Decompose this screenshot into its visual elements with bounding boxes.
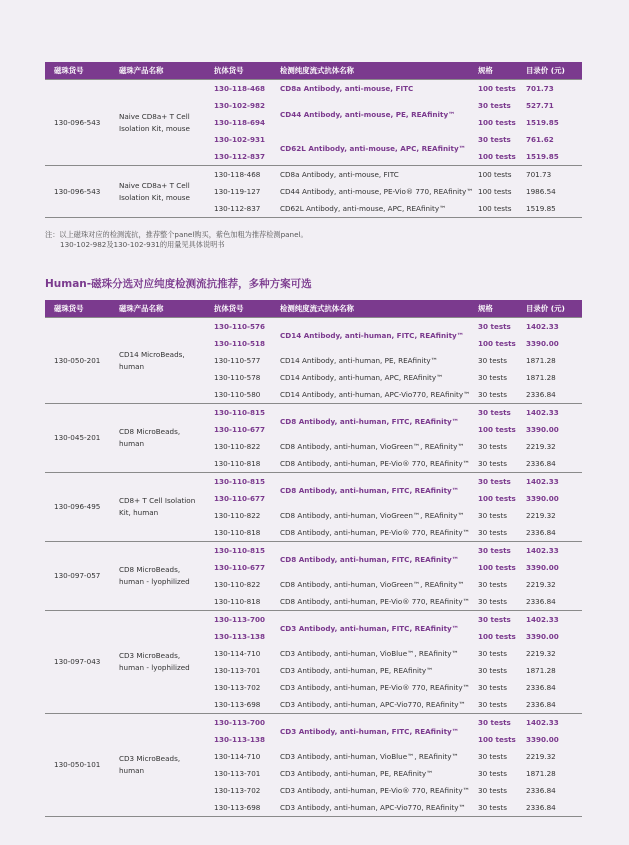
ab-name: CD8 Antibody, anti-human, VioGreen™, REAfinity™ <box>280 442 465 451</box>
price: 2219.32 <box>526 580 556 589</box>
ab-no: 130-113-698 <box>205 696 271 714</box>
header-price: 目录价 (元) <box>517 300 582 318</box>
bead-no: 130-045-201 <box>45 404 110 473</box>
ab-name: CD3 Antibody, anti-human, PE, REAfinity™ <box>280 769 434 778</box>
ab-name: CD3 Antibody, anti-human, PE-Vio® 770, REAfinity™ <box>280 683 470 692</box>
ab-no: 130-113-702 <box>214 683 261 692</box>
price: 1986.54 <box>526 187 556 196</box>
spec: 30 tests <box>478 101 511 110</box>
price: 1871.28 <box>526 666 556 675</box>
ab-no: 130-110-577 <box>214 356 261 365</box>
ab-name: CD3 Antibody, anti-human, VioBlue™, REAfinity™ <box>280 752 459 761</box>
bead-no: 130-050-201 <box>45 318 110 404</box>
price: 2336.84 <box>517 799 582 817</box>
ab-name: CD8 Antibody, anti-human, VioGreen™, REAfinity™ <box>280 580 465 589</box>
bead-name: CD3 MicroBeads, human <box>110 714 205 817</box>
spec: 30 tests <box>469 542 517 560</box>
footnote-line-1: 注：以上磁珠对应的检测流抗，推荐整个panel购买，紫色加粗为推荐检测panel。 <box>45 230 308 239</box>
header-ab-name: 检测纯度流式抗体名称 <box>271 62 469 80</box>
bead-no: 130-097-043 <box>45 611 110 714</box>
header-bead-name: 磁珠产品名称 <box>110 62 205 80</box>
spec: 30 tests <box>469 714 517 732</box>
spec: 100 tests <box>478 735 516 744</box>
human-table-header <box>45 300 582 318</box>
price: 1871.28 <box>526 769 556 778</box>
table-row <box>45 611 582 629</box>
price: 2219.32 <box>526 442 556 451</box>
ab-no: 130-113-700 <box>205 611 271 629</box>
ab-name: CD14 Antibody, anti-human, FITC, REAfinity™ <box>271 318 469 353</box>
price: 3390.00 <box>526 339 559 348</box>
spec: 30 tests <box>478 511 507 520</box>
bead-name: CD8+ T Cell Isolation Kit, human <box>110 473 205 542</box>
spec: 100 tests <box>478 563 516 572</box>
header-ab-name: 检测纯度流式抗体名称 <box>271 300 469 318</box>
spec: 100 tests <box>478 339 516 348</box>
bead-name: CD8 MicroBeads, human - lyophilized <box>110 542 205 611</box>
spec: 30 tests <box>478 135 511 144</box>
spec: 30 tests <box>478 683 507 692</box>
spec: 100 tests <box>478 494 516 503</box>
price: 701.73 <box>517 80 582 98</box>
footnote <box>45 230 308 250</box>
spec: 30 tests <box>478 442 507 451</box>
ab-name: CD8a Antibody, anti-mouse, FITC <box>271 80 469 98</box>
ab-no: 130-110-677 <box>214 425 265 434</box>
price: 3390.00 <box>526 425 559 434</box>
spec: 100 tests <box>478 187 512 196</box>
price: 2336.84 <box>517 524 582 542</box>
footnote-line-2: 130-102-982及130-102-931的用量见具体说明书 <box>60 240 225 249</box>
ab-no: 130-110-818 <box>205 455 271 473</box>
ab-no: 130-110-822 <box>214 580 261 589</box>
ab-no: 130-113-701 <box>214 769 261 778</box>
ab-name: CD14 Antibody, anti-human, PE, REAfinity™ <box>280 356 438 365</box>
ab-name: CD8 Antibody, anti-human, VioGreen™, REAfinity™ <box>280 511 465 520</box>
ab-name: CD8 Antibody, anti-human, PE-Vio® 770, REAfinity™ <box>271 524 469 542</box>
table-row <box>45 166 582 184</box>
spec: 100 tests <box>478 118 516 127</box>
ab-name: CD3 Antibody, anti-human, FITC, REAfinity™ <box>271 714 469 749</box>
bead-no: 130-096-543 <box>45 80 110 166</box>
ab-no: 130-113-138 <box>214 632 265 641</box>
ab-no: 130-110-818 <box>205 593 271 611</box>
ab-no: 130-110-677 <box>214 563 265 572</box>
price: 2336.84 <box>526 786 556 795</box>
section-title: Human-磁珠分选对应纯度检测流抗推荐，多种方案可选 <box>45 278 312 290</box>
price: 2336.84 <box>517 696 582 714</box>
spec: 30 tests <box>469 318 517 336</box>
spec: 100 tests <box>469 148 517 166</box>
price: 761.62 <box>526 135 554 144</box>
price: 1402.33 <box>517 318 582 336</box>
ab-no: 130-114-710 <box>214 649 261 658</box>
price: 1402.33 <box>517 542 582 560</box>
table-row <box>45 318 582 336</box>
mouse-table-header <box>45 62 582 80</box>
header-bead-name: 磁珠产品名称 <box>110 300 205 318</box>
bead-name: CD3 MicroBeads, human - lyophilized <box>110 611 205 714</box>
spec: 30 tests <box>478 769 507 778</box>
ab-name: CD44 Antibody, anti-mouse, PE-Vio® 770, REAfinity™ <box>280 187 474 196</box>
spec: 30 tests <box>478 666 507 675</box>
spec: 30 tests <box>469 524 517 542</box>
price: 2336.84 <box>517 455 582 473</box>
price: 1402.33 <box>517 473 582 491</box>
ab-no: 130-110-580 <box>205 386 271 404</box>
ab-no: 130-102-982 <box>214 101 265 110</box>
spec: 30 tests <box>469 696 517 714</box>
price: 1519.85 <box>526 118 559 127</box>
spec: 30 tests <box>469 611 517 629</box>
ab-name: CD62L Antibody, anti-mouse, APC, REAfinity™ <box>271 131 469 166</box>
ab-name: CD14 Antibody, anti-human, APC-Vio770, REAfinity™ <box>271 386 469 404</box>
price: 2336.84 <box>526 683 556 692</box>
header-spec: 规格 <box>469 62 517 80</box>
ab-name: CD8 Antibody, anti-human, FITC, REAfinity™ <box>271 473 469 508</box>
ab-no: 130-118-468 <box>205 80 271 98</box>
ab-no: 130-110-822 <box>214 511 261 520</box>
price: 1519.85 <box>517 200 582 218</box>
table-row <box>45 473 582 491</box>
ab-name: CD3 Antibody, anti-human, PE-Vio® 770, REAfinity™ <box>280 786 470 795</box>
ab-no: 130-113-700 <box>205 714 271 732</box>
ab-name: CD3 Antibody, anti-human, FITC, REAfinity™ <box>271 611 469 646</box>
ab-no: 130-113-698 <box>205 799 271 817</box>
spec: 30 tests <box>469 593 517 611</box>
spec: 100 tests <box>469 200 517 218</box>
spec: 100 tests <box>469 166 517 184</box>
price: 1871.28 <box>526 356 556 365</box>
price: 2219.32 <box>526 511 556 520</box>
spec: 30 tests <box>478 786 507 795</box>
ab-no: 130-110-818 <box>205 524 271 542</box>
spec: 30 tests <box>469 386 517 404</box>
price: 3390.00 <box>526 563 559 572</box>
ab-name: CD3 Antibody, anti-human, VioBlue™, REAfinity™ <box>280 649 459 658</box>
bead-name: Naive CD8a+ T Cell Isolation Kit, mouse <box>110 80 205 166</box>
header-spec: 规格 <box>469 300 517 318</box>
ab-no: 130-110-576 <box>205 318 271 336</box>
mouse-table-body <box>45 80 582 218</box>
spec: 30 tests <box>469 404 517 422</box>
ab-no: 130-113-138 <box>214 735 265 744</box>
header-bead-no: 磁珠货号 <box>45 62 110 80</box>
price: 527.71 <box>526 101 554 110</box>
header-ab-no: 抗体货号 <box>205 300 271 318</box>
table-row <box>45 404 582 422</box>
ab-no: 130-118-468 <box>205 166 271 184</box>
spec: 100 tests <box>469 80 517 98</box>
ab-no: 130-112-837 <box>205 200 271 218</box>
table-row <box>45 714 582 732</box>
ab-no: 130-102-931 <box>214 135 265 144</box>
table-row <box>45 542 582 560</box>
spec: 100 tests <box>478 632 516 641</box>
price: 1402.33 <box>517 404 582 422</box>
bead-no: 130-050-101 <box>45 714 110 817</box>
spec: 30 tests <box>478 580 507 589</box>
price: 1402.33 <box>517 611 582 629</box>
human-table-body <box>45 318 582 817</box>
table-row <box>45 80 582 98</box>
ab-no: 130-118-694 <box>214 118 265 127</box>
ab-no: 130-110-578 <box>214 373 261 382</box>
ab-name: CD8 Antibody, anti-human, FITC, REAfinity™ <box>271 404 469 439</box>
price: 2219.32 <box>526 752 556 761</box>
ab-no: 130-119-127 <box>214 187 261 196</box>
price: 2219.32 <box>526 649 556 658</box>
bead-name: CD14 MicroBeads, human <box>110 318 205 404</box>
header-price: 目录价 (元) <box>517 62 582 80</box>
spec: 30 tests <box>478 649 507 658</box>
ab-no: 130-114-710 <box>214 752 261 761</box>
spec: 30 tests <box>469 455 517 473</box>
ab-no: 130-110-815 <box>205 473 271 491</box>
mouse-table <box>45 62 582 218</box>
price: 2336.84 <box>517 593 582 611</box>
price: 3390.00 <box>526 735 559 744</box>
price: 1519.85 <box>517 148 582 166</box>
header-ab-no: 抗体货号 <box>205 62 271 80</box>
ab-name: CD44 Antibody, anti-mouse, PE, REAfinity™ <box>280 109 456 119</box>
price: 701.73 <box>517 166 582 184</box>
header-bead-no: 磁珠货号 <box>45 300 110 318</box>
ab-name: CD14 Antibody, anti-human, APC, REAfinity™ <box>280 373 444 382</box>
ab-no: 130-110-822 <box>214 442 261 451</box>
bead-name: Naive CD8a+ T Cell Isolation Kit, mouse <box>110 166 205 218</box>
ab-no: 130-113-702 <box>214 786 261 795</box>
spec: 30 tests <box>478 356 507 365</box>
ab-name: CD62L Antibody, anti-mouse, APC, REAfinity™ <box>271 200 469 218</box>
human-table <box>45 300 582 817</box>
bead-name: CD8 MicroBeads, human <box>110 404 205 473</box>
ab-name: CD3 Antibody, anti-human, APC-Vio770, REAfinity™ <box>271 799 469 817</box>
spec: 30 tests <box>469 473 517 491</box>
ab-name: CD3 Antibody, anti-human, PE, REAfinity™ <box>280 666 434 675</box>
ab-no: 130-113-701 <box>214 666 261 675</box>
spec: 30 tests <box>478 752 507 761</box>
ab-no: 130-110-815 <box>205 542 271 560</box>
bead-no: 130-097-057 <box>45 542 110 611</box>
price: 2336.84 <box>517 386 582 404</box>
spec: 30 tests <box>469 799 517 817</box>
ab-no: 130-110-677 <box>214 494 265 503</box>
ab-no: 130-112-837 <box>205 148 271 166</box>
bead-no: 130-096-495 <box>45 473 110 542</box>
price: 3390.00 <box>526 494 559 503</box>
ab-name: CD8 Antibody, anti-human, FITC, REAfinity™ <box>271 542 469 577</box>
ab-no: 130-110-518 <box>214 339 265 348</box>
ab-name: CD8 Antibody, anti-human, PE-Vio® 770, REAfinity™ <box>271 455 469 473</box>
ab-no: 130-110-815 <box>205 404 271 422</box>
price: 3390.00 <box>526 632 559 641</box>
ab-name: CD8a Antibody, anti-mouse, FITC <box>271 166 469 184</box>
bead-no: 130-096-543 <box>45 166 110 218</box>
price: 1402.33 <box>517 714 582 732</box>
ab-name: CD8 Antibody, anti-human, PE-Vio® 770, REAfinity™ <box>271 593 469 611</box>
spec: 30 tests <box>478 373 507 382</box>
ab-name: CD3 Antibody, anti-human, APC-Vio770, REAfinity™ <box>271 696 469 714</box>
spec: 100 tests <box>478 425 516 434</box>
price: 1871.28 <box>526 373 556 382</box>
